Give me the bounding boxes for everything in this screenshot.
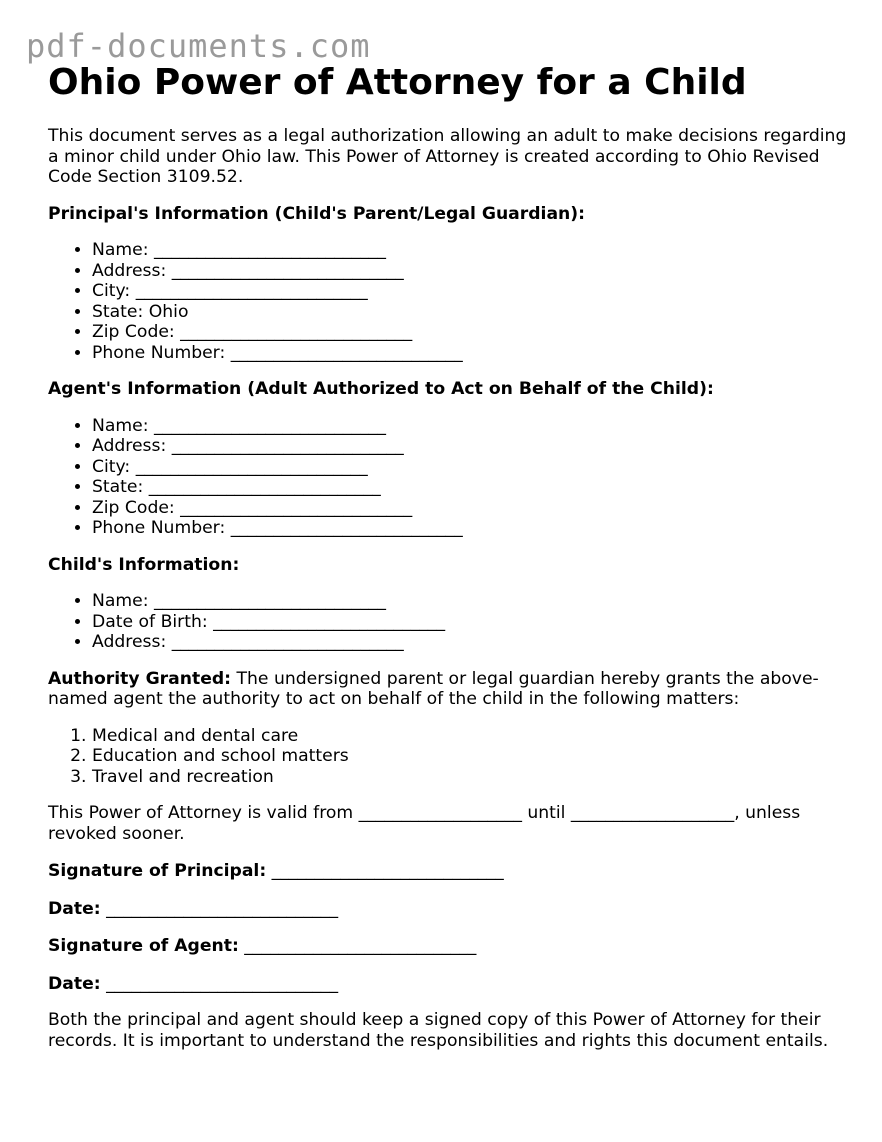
principal-state-field: • State: Ohio — [92, 302, 848, 323]
agent-date-blank: ___________________________ — [100, 973, 339, 994]
agent-heading: Agent's Information (Adult Authorized to Act on Behalf of the Child): — [48, 379, 714, 399]
principal-signature-label: Signature of Principal: — [48, 861, 267, 881]
agent-state-field: • State: ___________________________ — [92, 477, 848, 498]
authority-paragraph — [48, 669, 848, 710]
authority-item-education: 2. Education and school matters — [92, 746, 848, 767]
principal-city-field: • City: ___________________________ — [92, 281, 848, 302]
principal-address-field: • Address: ___________________________ — [92, 261, 848, 282]
agent-signature-line — [48, 936, 848, 957]
agent-city-field: • City: ___________________________ — [92, 457, 848, 478]
closing-paragraph: Both the principal and agent should keep a signed copy of this Power of Attorney for their records. It is important to understand the responsibilities and rights this document entails. — [48, 1010, 829, 1051]
authority-list — [48, 726, 848, 788]
child-name-field: • Name: ___________________________ — [92, 591, 848, 612]
agent-name-field: • Name: ___________________________ — [92, 416, 848, 437]
authority-text: The undersigned parent or legal guardian hereby grants the above-named agent the authority to act on behalf of the child in the following matters: — [48, 668, 819, 709]
principal-date-label: Date: — [48, 898, 101, 919]
intro-paragraph: This document serves as a legal authorization allowing an adult to make decisions regarding a minor child under Ohio law. This Power of Attorney is created according to Ohio Revised Code Section 3109.52. — [48, 126, 847, 187]
agent-phone-field: • Phone Number: ___________________________ — [92, 518, 848, 539]
agent-zip-field: • Zip Code: ___________________________ — [92, 498, 848, 519]
watermark: pdf-documents.com — [26, 27, 371, 65]
child-address-field: • Address: ___________________________ — [92, 632, 848, 653]
child-dob-field: • Date of Birth: ___________________________ — [92, 612, 848, 633]
principal-signature-blank: ___________________________ — [266, 861, 504, 881]
principal-date-line — [48, 899, 848, 920]
principal-phone-field: • Phone Number: ___________________________ — [92, 343, 848, 364]
agent-list — [48, 416, 848, 539]
principal-date-blank: ___________________________ — [100, 898, 339, 919]
validity-paragraph: This Power of Attorney is valid from ___________________ until ___________________, unless revoked sooner. — [48, 803, 801, 844]
agent-date-line — [48, 974, 848, 995]
document-page — [48, 58, 848, 1051]
document-title: Ohio Power of Attorney for a Child — [48, 62, 747, 103]
agent-date-label: Date: — [48, 973, 101, 994]
principal-list — [48, 240, 848, 363]
agent-signature-label: Signature of Agent: — [48, 936, 239, 956]
principal-zip-field: • Zip Code: ___________________________ — [92, 322, 848, 343]
agent-signature-blank: ___________________________ — [238, 936, 477, 956]
principal-signature-line — [48, 861, 848, 882]
authority-label: Authority Granted: — [48, 668, 232, 689]
principal-name-field: • Name: ___________________________ — [92, 240, 848, 261]
agent-address-field: • Address: ___________________________ — [92, 436, 848, 457]
principal-heading: Principal's Information (Child's Parent/Legal Guardian): — [48, 203, 586, 224]
authority-item-medical: 1. Medical and dental care — [92, 726, 848, 747]
authority-item-travel: 3. Travel and recreation — [92, 767, 848, 788]
child-heading: Child's Information: — [48, 554, 240, 575]
child-list — [48, 591, 848, 653]
